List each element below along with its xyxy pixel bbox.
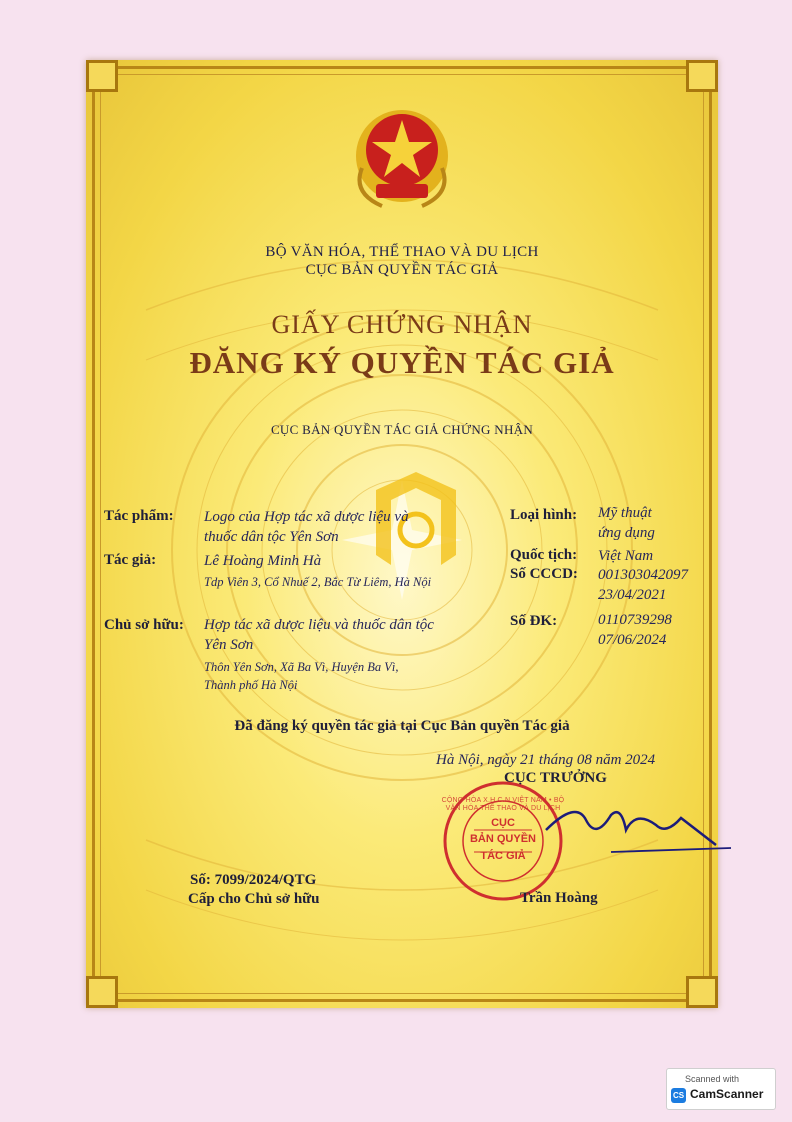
watermark-brand: CamScanner bbox=[690, 1087, 764, 1101]
registration-number: 0110739298 bbox=[598, 612, 672, 628]
type-label: Loại hình: bbox=[510, 507, 578, 523]
work-title-line2: thuốc dân tộc Yên Sơn bbox=[204, 529, 339, 545]
owner-address-line1: Thôn Yên Sơn, Xã Ba Vì, Huyện Ba Vì, bbox=[204, 660, 399, 674]
stamp-ring-text: CỘNG HÒA X.H.C.N VIỆT NAM • BỘ VĂN HÓA THỂ THAO VÀ DU LỊCH bbox=[441, 797, 565, 812]
owner-name-line2: Yên Sơn bbox=[204, 637, 254, 653]
stamp-line1: CỤC bbox=[491, 817, 515, 829]
author-name: Lê Hoàng Minh Hà bbox=[204, 553, 322, 569]
nationality-label: Quốc tịch: bbox=[510, 547, 578, 563]
certificate-title: GIẤY CHỨNG NHẬN bbox=[271, 310, 533, 339]
corner-ornament bbox=[686, 60, 718, 92]
stamp-line2: BẢN QUYỀN bbox=[469, 833, 536, 845]
id-number: 001303042097 bbox=[598, 567, 688, 583]
id-label: Số CCCD: bbox=[510, 566, 578, 582]
certificate-subject: ĐĂNG KÝ QUYỀN TÁC GIẢ bbox=[189, 345, 615, 380]
owner-address-line2: Thành phố Hà Nội bbox=[204, 678, 298, 692]
work-title-line1: Logo của Hợp tác xã dược liệu và bbox=[204, 509, 409, 525]
registration-label: Số ĐK: bbox=[510, 613, 558, 629]
certificate bbox=[86, 60, 718, 1008]
type-value-line2: ứng dụng bbox=[598, 525, 655, 541]
corner-ornament bbox=[86, 976, 118, 1008]
stamp-line3: TÁC GIẢ bbox=[480, 850, 526, 862]
registration-statement: Đã đăng ký quyền tác giả tại Cục Bản quyền Tác giả bbox=[234, 718, 570, 734]
id-date: 23/04/2021 bbox=[598, 587, 667, 603]
certification-heading: CỤC BẢN QUYỀN TÁC GIẢ CHỨNG NHẬN bbox=[270, 422, 534, 437]
corner-ornament bbox=[86, 60, 118, 92]
corner-ornament bbox=[686, 976, 718, 1008]
issue-date: Hà Nội, ngày 21 tháng 08 năm 2024 bbox=[436, 752, 656, 768]
author-label: Tác giả: bbox=[104, 552, 157, 568]
ministry-name: BỘ VĂN HÓA, THỂ THAO VÀ DU LỊCH bbox=[265, 244, 539, 260]
nationality-value: Việt Nam bbox=[598, 548, 654, 564]
national-emblem-icon bbox=[342, 98, 462, 218]
signer-name: Trần Hoàng bbox=[520, 890, 598, 906]
work-label: Tác phẩm: bbox=[104, 508, 174, 524]
watermark-caption: Scanned with bbox=[685, 1074, 740, 1084]
author-address: Tdp Viên 3, Cổ Nhuế 2, Bắc Từ Liêm, Hà Nội bbox=[204, 575, 432, 589]
type-value-line1: Mỹ thuật bbox=[598, 505, 652, 521]
camscanner-watermark bbox=[666, 1068, 776, 1110]
issued-to: Cấp cho Chủ sở hữu bbox=[188, 891, 320, 907]
owner-name-line1: Hợp tác xã dược liệu và thuốc dân tộc bbox=[204, 617, 434, 633]
certificate-number: Số: 7099/2024/QTG bbox=[190, 872, 317, 888]
department-name: CỤC BẢN QUYỀN TÁC GIẢ bbox=[305, 262, 499, 278]
camscanner-logo-icon: CS bbox=[671, 1088, 686, 1103]
signer-title: CỤC TRƯỞNG bbox=[504, 770, 607, 786]
signature bbox=[516, 790, 736, 870]
registration-date: 07/06/2024 bbox=[598, 632, 667, 648]
owner-label: Chủ sở hữu: bbox=[104, 617, 184, 633]
